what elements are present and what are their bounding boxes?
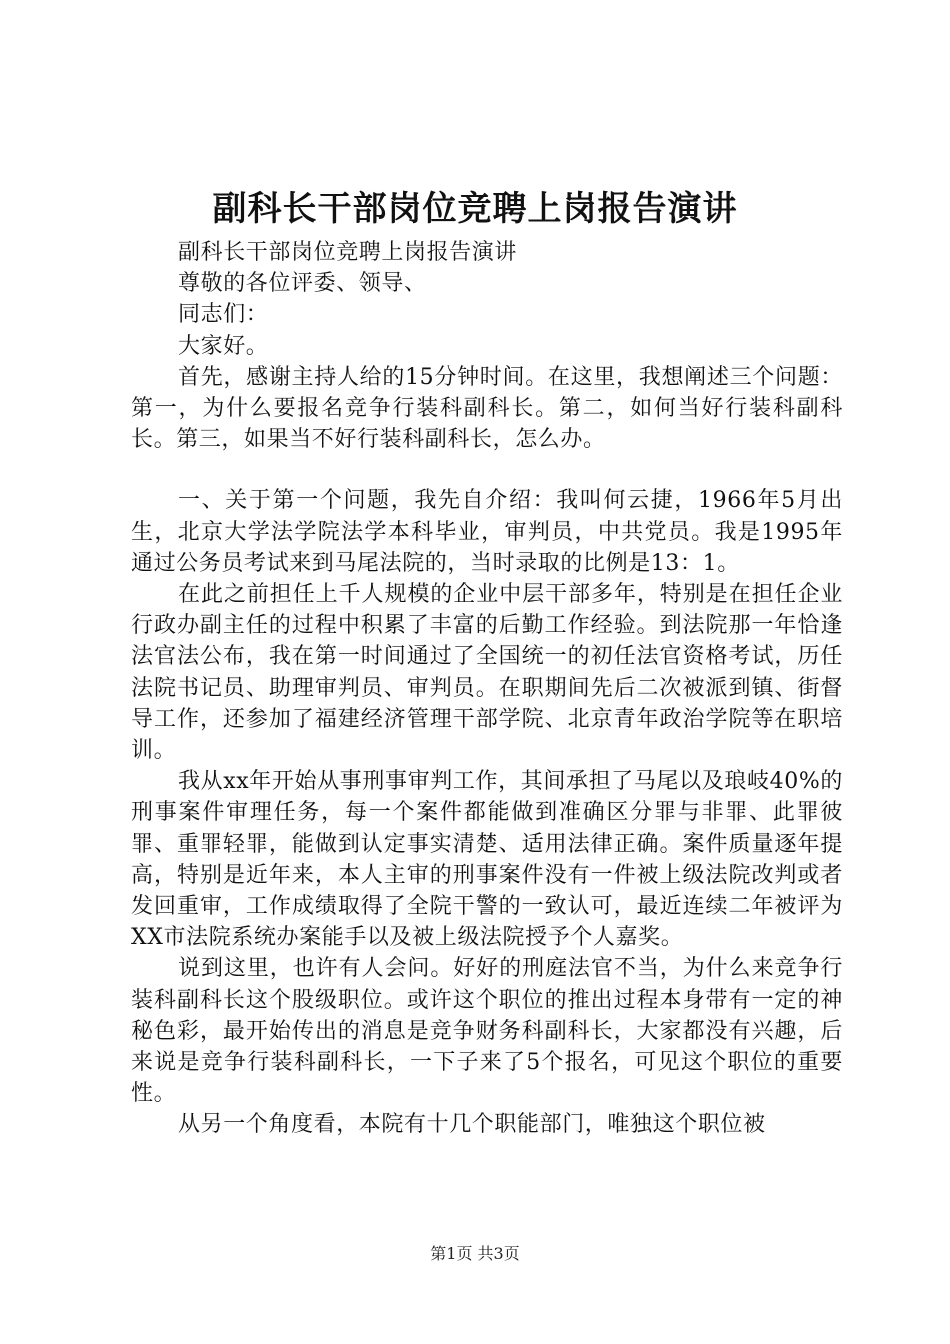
page-footer: 第1页 共3页	[430, 1244, 520, 1263]
paragraph-another-angle: 从另一个角度看，本院有十几个职能部门，唯独这个职位被	[178, 1112, 766, 1138]
paragraph-experience: 在此之前担任上千人规模的企业中层干部多年，特别是在担任企业行政办副主任的过程中积累了丰富的后勤工作经验。到法院那一年恰逢法官法公布，我在第一时间通过了全国统一的初任法官资格考试，历任法院书记员、助理审判员、审判员。在职期间先后二次被派到镇、街督导工作，还参加了福建经济管理干部学院、北京青年政治学院等在职培训。	[131, 582, 843, 764]
document-title: 副科长干部岗位竞聘上岗报告演讲	[212, 189, 738, 229]
paragraph-salutation: 尊敬的各位评委、领导、	[178, 271, 427, 297]
paragraph-salutation-2: 同志们：	[178, 302, 269, 328]
paragraph-intro: 首先，感谢主持人给的15分钟时间。在这里，我想阐述三个问题：第一，为什么要报名竞争行装科副科长。第二，如何当好行装科副科长。第三，如果当不好行装科副科长，怎么办。	[131, 364, 843, 453]
paragraph-motivation: 说到这里，也许有人会问。好好的刑庭法官不当，为什么来竞争行装科副科长这个股级职位。或许这个职位的推出过程本身带有一定的神秘色彩，最开始传出的消息是竞争财务科副科长，大家都没有兴趣，后来说是竞争行装科副科长，一下子来了5个报名，可见这个职位的重要性。	[131, 956, 843, 1107]
paragraph-subtitle: 副科长干部岗位竞聘上岗报告演讲	[178, 240, 518, 265]
paragraph-trial-work: 我从xx年开始从事刑事审判工作，其间承担了马尾以及琅岐40%的刑事案件审理任务，每一个案件都能做到准确区分罪与非罪、此罪彼罪、重罪轻罪，能做到认定事实清楚、适用法律正确。案件质量逐年提高，特别是近年来，本人主审的刑事案件没有一件被上级法院改判或者发回重审，工作成绩取得了全院干警的一致认可，最近连续二年被评为XX市法院系统办案能手以及被上级法院授予个人嘉奖。	[131, 769, 843, 951]
paragraph-section-one: 一、关于第一个问题，我先自介绍：我叫何云捷，1966年5月出生，北京大学法学院法学本科毕业，审判员，中共党员。我是1995年通过公务员考试来到马尾法院的，当时录取的比例是13：1。	[131, 488, 843, 576]
paragraph-greeting: 大家好。	[178, 333, 269, 359]
document-body	[131, 237, 843, 1141]
